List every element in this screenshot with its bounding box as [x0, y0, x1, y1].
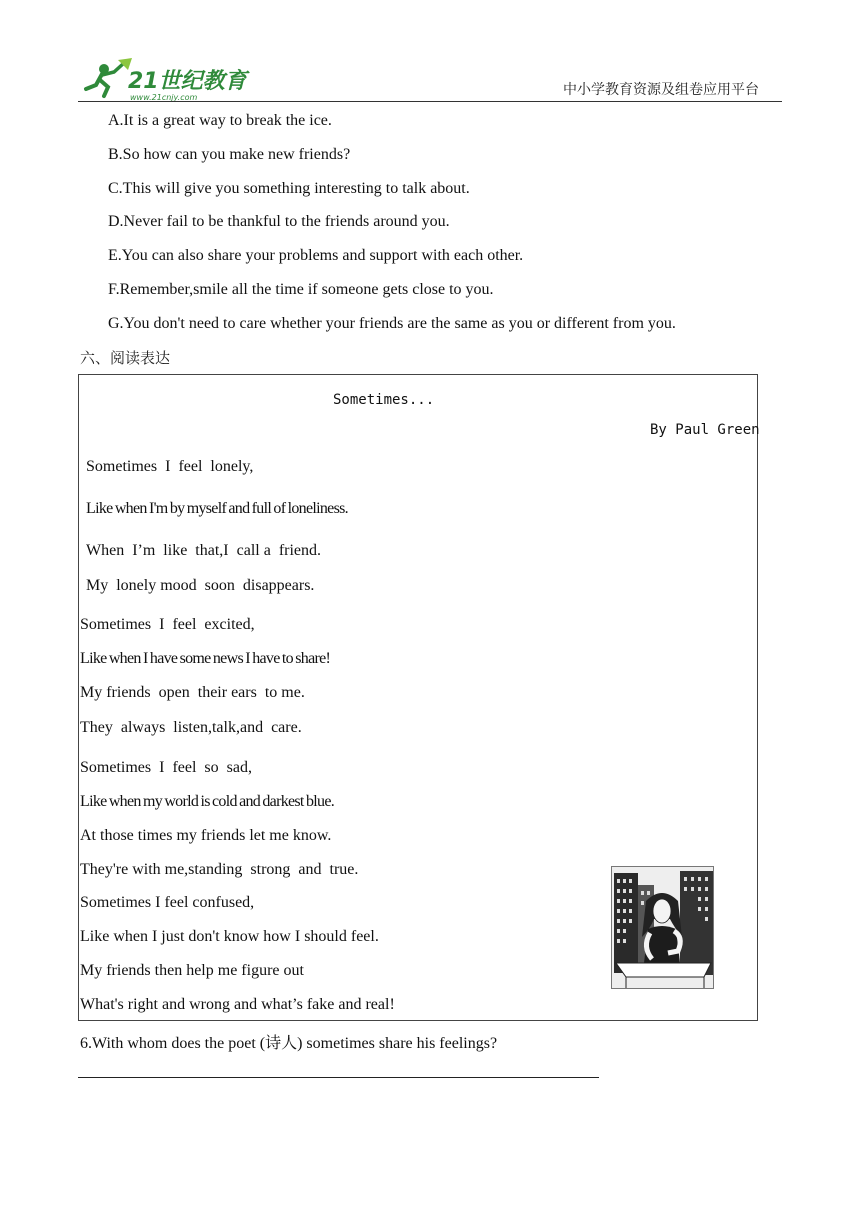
poem-author: By Paul Green: [650, 422, 760, 438]
option-g: G.You don't need to care whether your friends are the same as you or different from you.: [108, 315, 676, 332]
poem-line: At those times my friends let me know.: [80, 827, 332, 844]
option-a: A.It is a great way to break the ice.: [108, 112, 332, 129]
platform-name: 中小学教育资源及组卷应用平台: [563, 82, 759, 98]
poem-line: They're with me,standing strong and true.: [80, 861, 359, 878]
option-f: F.Remember,smile all the time if someone gets close to you.: [108, 281, 494, 298]
poem-line: Sometimes I feel so sad,: [80, 759, 252, 776]
answer-line[interactable]: [78, 1077, 599, 1078]
option-c: C.This will give you something interesting to talk about.: [108, 180, 470, 197]
site-logo: [80, 58, 255, 102]
option-d: D.Never fail to be thankful to the friends around you.: [108, 213, 450, 230]
poem-line: Sometimes I feel excited,: [80, 616, 255, 633]
poem-line: My lonely mood soon disappears.: [86, 577, 315, 594]
poem-title: Sometimes...: [333, 392, 435, 408]
option-b: B.So how can you make new friends?: [108, 146, 351, 163]
option-e: E.You can also share your problems and support with each other.: [108, 247, 524, 264]
logo-wordmark: 21世纪教育: [128, 69, 247, 94]
poem-illustration: [611, 866, 714, 989]
poem-line: My friends then help me figure out: [80, 962, 304, 979]
poem-line: What's right and wrong and what’s fake and real!: [80, 996, 395, 1013]
poem-line: Like when my world is cold and darkest blue.: [80, 793, 335, 810]
section-title: 六、阅读表达: [80, 349, 171, 367]
poem-line: My friends open their ears to me.: [80, 684, 305, 701]
poem-line: Like when I have some news I have to share!: [80, 650, 331, 667]
poem-line: Like when I'm by myself and full of loneliness.: [86, 500, 348, 517]
poem-line: When I’m like that,I call a friend.: [86, 542, 322, 559]
header-divider: [78, 101, 782, 102]
question-6: 6.With whom does the poet (诗人) sometimes share his feelings?: [80, 1035, 498, 1052]
poem-line: They always listen,talk,and care.: [80, 719, 302, 736]
poem-line: Sometimes I feel lonely,: [86, 458, 254, 475]
poem-line: Sometimes I feel confused,: [80, 894, 255, 911]
logo-url: www.21cnjy.com: [130, 93, 198, 102]
poem-line: Like when I just don't know how I should feel.: [80, 928, 379, 945]
